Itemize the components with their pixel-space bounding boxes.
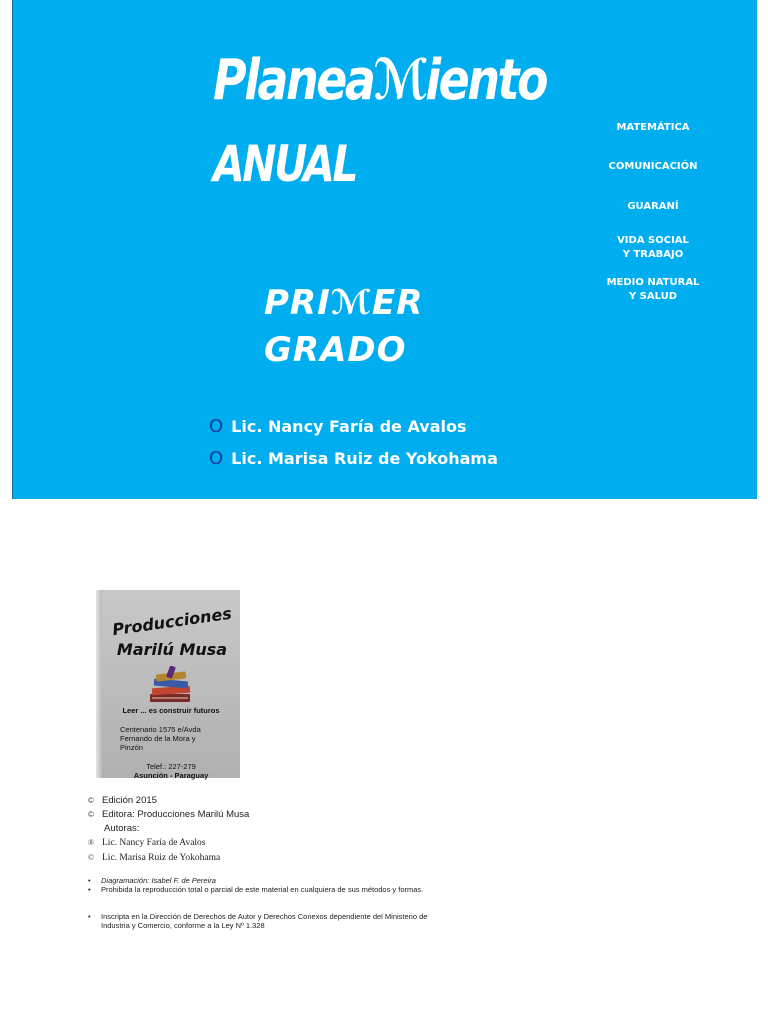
books-stack-icon: [146, 666, 196, 711]
subject-item: COMUNICACIÓN: [608, 161, 698, 172]
bullet-icon: •: [88, 876, 91, 885]
publisher-city: Asunción - Paraguay: [133, 771, 209, 780]
subject-item: Y SALUD: [628, 291, 678, 302]
publisher-slogan: Leer ... es construir futuros: [122, 706, 220, 715]
registered-icon: ®: [88, 838, 95, 847]
address-line: Centenario 1575 e/Avda: [120, 725, 201, 734]
cover-panel: [12, 0, 757, 499]
subject-item: MATEMÁTICA: [616, 122, 690, 133]
bullet-icon: •: [88, 885, 91, 894]
note-text: Prohibida la reproducción total o parcial de este material en cualquiera de sus métodos y formas.: [101, 885, 424, 894]
address-line: Pinzón: [120, 743, 143, 752]
publisher-box: [96, 590, 240, 780]
author-credit: [88, 853, 220, 863]
address-line: Fernando de la Mora y: [120, 734, 196, 743]
copyright-icon: ©: [88, 853, 95, 862]
note-text: Inscripta en la Dirección de Derechos de Autor y Derechos Conexos dependiente del Ministerio de Industria y Comercio, conforme a la Ley Nº 1.328: [101, 912, 428, 930]
publisher-name-1: Producciones: [111, 603, 233, 640]
copyright-icon: ©: [88, 810, 94, 819]
publisher-address: [120, 725, 238, 752]
subject-item: GUARANÍ: [627, 201, 679, 212]
author-credit-name: Lic. Marisa Ruiz de Yokohama: [102, 853, 221, 863]
copyright-icon: ©: [88, 796, 94, 805]
subject-item: VIDA SOCIAL: [617, 235, 689, 246]
edition-text: Edición 2015: [102, 795, 157, 806]
author-credit: [88, 838, 206, 848]
grade-line-2: GRADO: [264, 330, 407, 370]
publisher-name-2: Marilú Musa: [116, 640, 228, 659]
title-line-1: Planeaℳiento: [213, 48, 547, 113]
circle-bullet-icon: O: [209, 415, 224, 437]
authors-label: Autoras:: [104, 823, 140, 834]
grade-line-1: PRIℳER: [264, 283, 424, 323]
cover-authors: [209, 410, 498, 474]
author-credit-name: Lic. Nancy Faría de Avalos: [102, 838, 206, 848]
subject-item: Y TRABAJO: [622, 249, 684, 260]
author-name: Lic. Nancy Faría de Avalos: [231, 416, 467, 436]
editor-text: Editora: Producciones Marilú Musa: [102, 809, 250, 820]
circle-bullet-icon: O: [209, 447, 224, 469]
editor-line: [88, 809, 249, 820]
publisher-phone: Telef.: 227-279: [146, 762, 196, 771]
author-name: Lic. Marisa Ruiz de Yokohama: [231, 448, 498, 468]
bullet-icon: •: [88, 912, 91, 921]
subject-item: MEDIO NATURAL: [606, 277, 700, 288]
title-line-2: ANUAL: [213, 135, 357, 193]
cover-author: [209, 410, 498, 442]
note-text: Diagramación: Isabel F. de Pereira: [101, 876, 216, 885]
cover-author: [209, 442, 498, 474]
edition-line: [88, 795, 157, 806]
